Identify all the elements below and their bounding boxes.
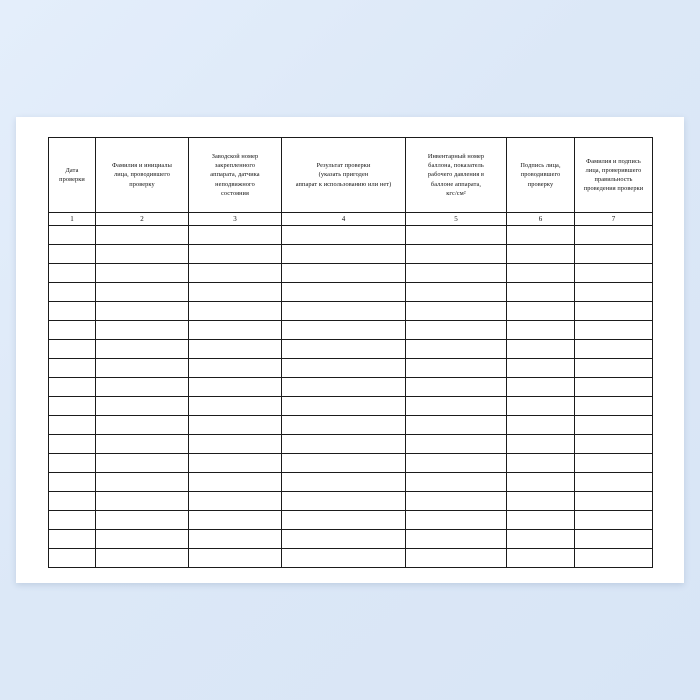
column-header-1	[49, 138, 96, 213]
table-cell[interactable]	[575, 416, 653, 435]
table-cell[interactable]	[406, 454, 507, 473]
table-cell[interactable]	[96, 473, 189, 492]
header-line: проведения проверки	[583, 185, 644, 193]
table-cell[interactable]	[189, 435, 282, 454]
header-line: Подпись лица,	[520, 162, 561, 170]
header-line: аппарата, датчика	[210, 171, 260, 179]
column-header-7	[575, 138, 653, 213]
table-cell[interactable]	[282, 359, 406, 378]
table-cell[interactable]	[406, 473, 507, 492]
table-cell[interactable]	[96, 321, 189, 340]
header-line: проводившего	[520, 171, 561, 179]
table-cell[interactable]	[406, 245, 507, 264]
table-cell[interactable]	[575, 302, 653, 321]
header-line: баллоне аппарата,	[430, 180, 482, 188]
table-cell[interactable]	[507, 435, 575, 454]
table-cell[interactable]	[575, 245, 653, 264]
table-cell[interactable]	[406, 283, 507, 302]
table-cell[interactable]	[49, 378, 96, 397]
table-cell[interactable]	[49, 283, 96, 302]
table-cell[interactable]	[282, 530, 406, 549]
header-line: Фамилия и подпись	[586, 157, 641, 165]
table-cell[interactable]	[96, 511, 189, 530]
table-cell[interactable]	[282, 340, 406, 359]
table-cell[interactable]	[282, 378, 406, 397]
column-header-3	[189, 138, 282, 213]
table-cell[interactable]	[189, 340, 282, 359]
table-number-row	[49, 213, 653, 226]
column-header-2	[96, 138, 189, 213]
table-cell[interactable]	[575, 530, 653, 549]
table-row[interactable]	[49, 245, 653, 264]
table-row[interactable]	[49, 340, 653, 359]
header-line: рабочего давления в	[427, 171, 485, 179]
table-row[interactable]	[49, 264, 653, 283]
header-line: проверки	[59, 176, 85, 183]
table-cell[interactable]	[49, 397, 96, 416]
table-row[interactable]	[49, 321, 653, 340]
table-cell[interactable]	[406, 511, 507, 530]
table-cell[interactable]	[406, 492, 507, 511]
table-row[interactable]	[49, 492, 653, 511]
table-row[interactable]	[49, 378, 653, 397]
table-cell[interactable]	[575, 283, 653, 302]
table-header-row	[49, 138, 653, 213]
table-cell[interactable]	[96, 226, 189, 245]
header-line: неподвижного	[215, 180, 255, 188]
header-line: проверку	[129, 180, 155, 188]
table-cell[interactable]	[406, 549, 507, 568]
table-row[interactable]	[49, 397, 653, 416]
table-cell[interactable]	[49, 340, 96, 359]
table-row[interactable]	[49, 302, 653, 321]
table-row[interactable]	[49, 549, 653, 568]
table-cell[interactable]	[96, 530, 189, 549]
table-row[interactable]	[49, 435, 653, 454]
table-cell[interactable]	[575, 378, 653, 397]
table-cell[interactable]	[49, 416, 96, 435]
header-line: Результат проверки	[316, 162, 371, 170]
header-line: лица, проводившего	[114, 171, 170, 179]
journal-table-wrapper	[48, 137, 652, 562]
table-cell[interactable]	[575, 340, 653, 359]
header-line: Фамилия и инициалы	[112, 162, 172, 170]
table-row[interactable]	[49, 226, 653, 245]
table-cell[interactable]	[96, 359, 189, 378]
table-cell[interactable]	[96, 549, 189, 568]
table-cell[interactable]	[575, 454, 653, 473]
table-cell[interactable]	[282, 511, 406, 530]
header-line: баллона, показатель	[428, 162, 484, 170]
table-cell[interactable]	[189, 359, 282, 378]
table-row[interactable]	[49, 530, 653, 549]
table-cell[interactable]	[49, 454, 96, 473]
table-cell[interactable]	[189, 226, 282, 245]
journal-table-body	[49, 226, 653, 568]
table-cell[interactable]	[96, 416, 189, 435]
table-cell[interactable]	[575, 397, 653, 416]
table-cell[interactable]	[507, 302, 575, 321]
table-cell[interactable]	[189, 397, 282, 416]
table-cell[interactable]	[406, 359, 507, 378]
table-cell[interactable]	[49, 359, 96, 378]
table-cell[interactable]	[282, 397, 406, 416]
table-cell[interactable]	[507, 264, 575, 283]
table-cell[interactable]	[189, 321, 282, 340]
header-line: Дата	[65, 166, 79, 174]
table-cell[interactable]	[507, 511, 575, 530]
column-header-5	[406, 138, 507, 213]
table-cell[interactable]	[507, 245, 575, 264]
table-cell[interactable]	[282, 302, 406, 321]
table-cell[interactable]	[96, 397, 189, 416]
table-cell[interactable]	[189, 378, 282, 397]
table-cell[interactable]	[282, 492, 406, 511]
table-cell[interactable]	[507, 340, 575, 359]
table-cell[interactable]	[282, 321, 406, 340]
table-cell[interactable]	[189, 530, 282, 549]
table-cell[interactable]	[282, 264, 406, 283]
table-cell[interactable]	[507, 226, 575, 245]
table-cell[interactable]	[189, 549, 282, 568]
table-cell[interactable]	[507, 283, 575, 302]
column-number-1: 1	[49, 213, 96, 226]
header-line: аппарат к использованию или нет)	[295, 180, 392, 188]
table-cell[interactable]	[575, 321, 653, 340]
table-cell[interactable]	[406, 321, 507, 340]
table-cell[interactable]	[189, 416, 282, 435]
table-cell[interactable]	[49, 530, 96, 549]
table-cell[interactable]	[575, 511, 653, 530]
table-cell[interactable]	[575, 492, 653, 511]
table-cell[interactable]	[406, 340, 507, 359]
column-number-6: 6	[507, 213, 575, 226]
header-line: проверку	[527, 180, 554, 188]
table-cell[interactable]	[507, 397, 575, 416]
header-line: закрепленного	[214, 162, 256, 170]
table-cell[interactable]	[406, 530, 507, 549]
table-cell[interactable]	[406, 264, 507, 283]
table-cell[interactable]	[96, 340, 189, 359]
column-number-3: 3	[189, 213, 282, 226]
table-row[interactable]	[49, 359, 653, 378]
header-line: состояния	[220, 189, 250, 197]
table-cell[interactable]	[507, 416, 575, 435]
table-cell[interactable]	[507, 473, 575, 492]
table-cell[interactable]	[406, 397, 507, 416]
journal-table	[48, 137, 653, 568]
header-line: лица, проверившего	[585, 166, 642, 174]
table-cell[interactable]	[575, 359, 653, 378]
table-cell[interactable]	[49, 302, 96, 321]
table-cell[interactable]	[189, 454, 282, 473]
table-cell[interactable]	[189, 264, 282, 283]
table-cell[interactable]	[282, 226, 406, 245]
table-cell[interactable]	[189, 283, 282, 302]
column-header-4	[282, 138, 406, 213]
table-cell[interactable]	[96, 435, 189, 454]
column-number-2: 2	[96, 213, 189, 226]
header-line: кгс/см²	[446, 189, 466, 197]
table-cell[interactable]	[96, 302, 189, 321]
table-cell[interactable]	[49, 226, 96, 245]
table-cell[interactable]	[189, 492, 282, 511]
table-cell[interactable]	[406, 226, 507, 245]
table-row[interactable]	[49, 283, 653, 302]
table-cell[interactable]	[282, 416, 406, 435]
table-cell[interactable]	[282, 435, 406, 454]
table-cell[interactable]	[282, 245, 406, 264]
table-cell[interactable]	[575, 473, 653, 492]
column-number-4: 4	[282, 213, 406, 226]
table-cell[interactable]	[282, 454, 406, 473]
table-row[interactable]	[49, 473, 653, 492]
table-cell[interactable]	[49, 321, 96, 340]
paper-sheet	[16, 117, 684, 583]
column-number-5: 5	[406, 213, 507, 226]
table-cell[interactable]	[96, 454, 189, 473]
table-row[interactable]	[49, 416, 653, 435]
header-line: Заводской номер	[211, 153, 259, 161]
table-cell[interactable]	[96, 492, 189, 511]
table-cell[interactable]	[49, 511, 96, 530]
table-cell[interactable]	[507, 321, 575, 340]
table-cell[interactable]	[507, 378, 575, 397]
table-cell[interactable]	[96, 283, 189, 302]
table-row[interactable]	[49, 511, 653, 530]
table-cell[interactable]	[507, 549, 575, 568]
table-row[interactable]	[49, 454, 653, 473]
table-cell[interactable]	[575, 549, 653, 568]
table-cell[interactable]	[282, 473, 406, 492]
column-header-6	[507, 138, 575, 213]
table-cell[interactable]	[189, 511, 282, 530]
table-cell[interactable]	[96, 378, 189, 397]
table-cell[interactable]	[49, 245, 96, 264]
table-cell[interactable]	[507, 492, 575, 511]
header-line: (указать пригоден	[318, 171, 369, 179]
table-cell[interactable]	[49, 492, 96, 511]
table-cell[interactable]	[507, 454, 575, 473]
table-cell[interactable]	[575, 226, 653, 245]
table-cell[interactable]	[406, 302, 507, 321]
table-cell[interactable]	[49, 264, 96, 283]
table-cell[interactable]	[575, 264, 653, 283]
table-cell[interactable]	[507, 530, 575, 549]
table-cell[interactable]	[49, 473, 96, 492]
table-cell[interactable]	[282, 549, 406, 568]
column-number-7: 7	[575, 213, 653, 226]
table-cell[interactable]	[96, 245, 189, 264]
table-cell[interactable]	[406, 416, 507, 435]
table-cell[interactable]	[49, 435, 96, 454]
table-cell[interactable]	[282, 283, 406, 302]
table-cell[interactable]	[406, 378, 507, 397]
table-cell[interactable]	[406, 435, 507, 454]
table-cell[interactable]	[189, 473, 282, 492]
table-cell[interactable]	[507, 359, 575, 378]
table-cell[interactable]	[189, 302, 282, 321]
table-cell[interactable]	[49, 549, 96, 568]
table-cell[interactable]	[96, 264, 189, 283]
header-line: Инвентарный номер	[427, 153, 485, 161]
header-line: правильность	[594, 176, 633, 183]
table-cell[interactable]	[189, 245, 282, 264]
table-cell[interactable]	[575, 435, 653, 454]
